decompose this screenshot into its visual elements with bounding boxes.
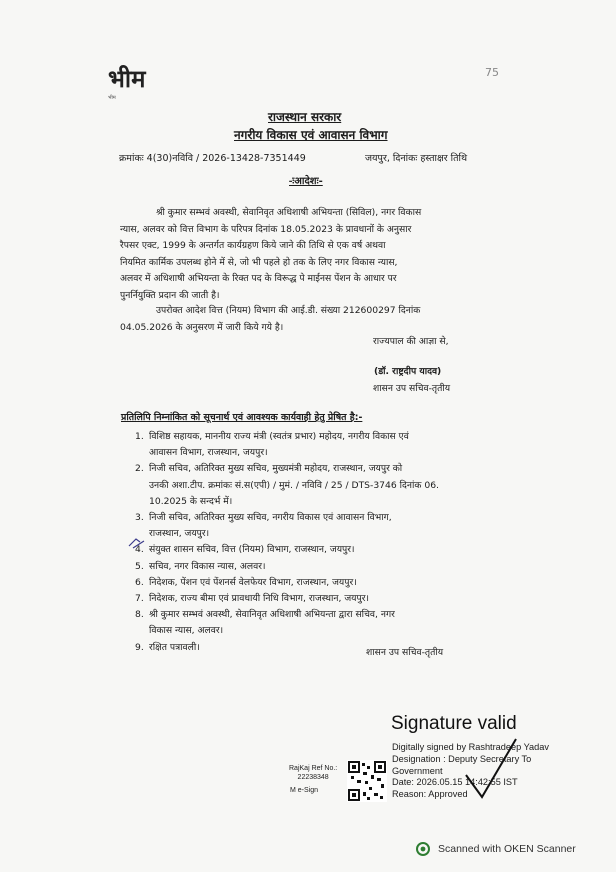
item-number: 7.: [135, 593, 144, 605]
signature-detail-line: Designation : Deputy Secretary To: [392, 753, 532, 764]
copy-to-list: [135, 429, 439, 656]
item-text: निजी सचिव, अतिरिक्त मुख्य सचिव, मुख्यमंत्री महोदय, राजस्थान, जयपुर को: [149, 463, 403, 475]
item-text: 10.2025 के सन्दर्भ में।: [149, 495, 233, 507]
signatory-name: (डॉ. राष्ट्रदीप यादव): [374, 366, 442, 377]
item-number: 1.: [135, 431, 144, 442]
check-mark-icon: [460, 735, 520, 805]
paragraph-line: उपरोक्त आदेश वित्त (नियम) विभाग की आई.डी. संख्या 212600297 दिनांक: [156, 305, 421, 316]
item-number: 5.: [135, 560, 144, 572]
item-text: विशिष्ठ सहायक, माननीय राज्य मंत्री (स्वतंत्र प्रभार) महोदय, नगरीय विकास एवं: [149, 431, 409, 442]
item-text: विकास न्यास, अलवर।: [149, 625, 224, 637]
list-item: [135, 510, 439, 542]
item-number: 4.: [135, 544, 144, 556]
item-text: श्री कुमार सम्भवं अवस्थी, सेवानिवृत अधिशाषी अभियन्ता द्वारा सचिव, नगर: [149, 609, 395, 621]
rajkaj-ref-number: 22238348: [297, 774, 329, 781]
pen-mark-icon: [128, 537, 146, 549]
signature-detail-line: Government: [392, 765, 443, 776]
signatory-designation: शासन उप सचिव-तृतीय: [373, 383, 451, 394]
rajkaj-reference: [289, 764, 337, 782]
item-text: सचिव, नगर विकास न्यास, अलवर।: [149, 560, 266, 572]
signature-detail-line: Reason: Approved: [392, 789, 468, 800]
esign-label: M e-Sign: [290, 787, 319, 794]
list-item: [135, 461, 439, 510]
item-text: निदेशक, राज्य बीमा एवं प्रावधायी निधि विभाग, राजस्थान, जयपुर।: [149, 593, 369, 605]
paragraph-line: नियमित कार्मिक उपलब्ध होने में से, जो भी पहले हो तक के लिए नगर विकास न्यास,: [120, 256, 398, 268]
item-text: संयुक्त शासन सचिव, वित्त (नियम) विभाग, राजस्थान, जयपुर।: [149, 544, 355, 556]
item-number: 2.: [135, 463, 144, 475]
item-text: निजी सचिव, अतिरिक्त मुख्य सचिव, नगरीय विकास एवं आवासन विभाग,: [149, 512, 392, 524]
signature-footer-designation: शासन उप सचिव-तृतीय: [366, 647, 444, 658]
item-text: आवासन विभाग, राजस्थान, जयपुर।: [149, 447, 268, 459]
item-text: रक्षित पत्रावली।: [149, 641, 200, 653]
rajkaj-ref-label: RajKaj Ref No.:: [289, 765, 338, 772]
qr-code-icon: [347, 760, 387, 802]
item-number: 6.: [135, 576, 144, 588]
governor-order-line: राज्यपाल की आज्ञा से,: [373, 336, 449, 347]
signature-detail-line: Date: 2026.05.15 14:42:55 IST: [392, 777, 518, 788]
paragraph-line: 04.05.2026 के अनुसरण में जारी किये गये है।: [120, 321, 284, 333]
item-number: 8.: [135, 609, 144, 621]
scanner-logo-icon: [416, 842, 430, 856]
department-heading: नगरीय विकास एवं आवासन विभाग: [234, 128, 388, 142]
item-text: राजस्थान, जयपुर।: [149, 528, 210, 540]
order-title: -ःआदेशः-: [289, 176, 323, 187]
list-item: [135, 542, 439, 558]
paragraph-line: अलवर में अधिशाषी अभियन्ता के रिक्त पद के विरूद्ध पे माईनस पेंशन के आधार पर: [120, 273, 397, 285]
list-item: [135, 559, 439, 575]
paragraph-line: श्री कुमार सम्भवं अवस्थी, सेवानिवृत अधिशाषी अभियन्ता (सिविल), नगर विकास: [156, 207, 422, 218]
list-item: [135, 429, 439, 461]
paragraph-line: न्यास, अलवर को वित्त विभाग के परिपत्र दिनांक 18.05.2023 के प्रावधानों के अनुसार: [120, 223, 412, 235]
reference-number: क्रमांकः 4(30)नविवि / 2026-13428-7351449: [119, 153, 306, 164]
scanner-watermark: [416, 842, 576, 856]
order-paragraph-2: [120, 303, 420, 336]
paragraph-line: रैपसर एक्ट, 1999 के अन्तर्गत कार्यग्रहण किये जाने की तिथि से एक वर्ष अथवा: [120, 240, 386, 252]
azadi-logo-icon: 75: [485, 66, 499, 79]
list-item: [135, 575, 439, 591]
list-item: [135, 607, 439, 639]
place-date: जयपुर, दिनांकः हस्ताक्षर तिथि: [365, 153, 468, 164]
scanner-text: Scanned with OKEN Scanner: [438, 843, 576, 855]
paragraph-line: पुनर्नियुक्ति प्रदान की जाती है।: [120, 289, 220, 301]
signature-detail-line: Digitally signed by Rashtradeep Yadav: [392, 742, 549, 752]
signature-valid-label: Signature valid: [391, 713, 517, 734]
item-text: निदेशक, पेंशन एवं पेंशनर्स वेलफेयर विभाग, राजस्थान, जयपुर।: [149, 576, 357, 588]
item-text: उनकी अशा.टीप. क्रमांकः सं.स(एपी) / मुमं. / नविवि / 25 / DTS-3746 दिनांक 06.: [149, 479, 439, 491]
bhim-logo-icon: भीम भीम: [108, 65, 146, 101]
order-paragraph-1: [120, 205, 421, 305]
item-number: 9.: [135, 641, 144, 653]
state-government-heading: राजस्थान सरकार: [268, 110, 342, 124]
copy-to-title: प्रतिलिपि निम्नांकित को सूचनार्थ एवं आवश्यक कार्यवाही हेतु प्रेषित है:-: [121, 412, 363, 423]
item-number: 3.: [135, 512, 144, 524]
list-item: [135, 591, 439, 607]
